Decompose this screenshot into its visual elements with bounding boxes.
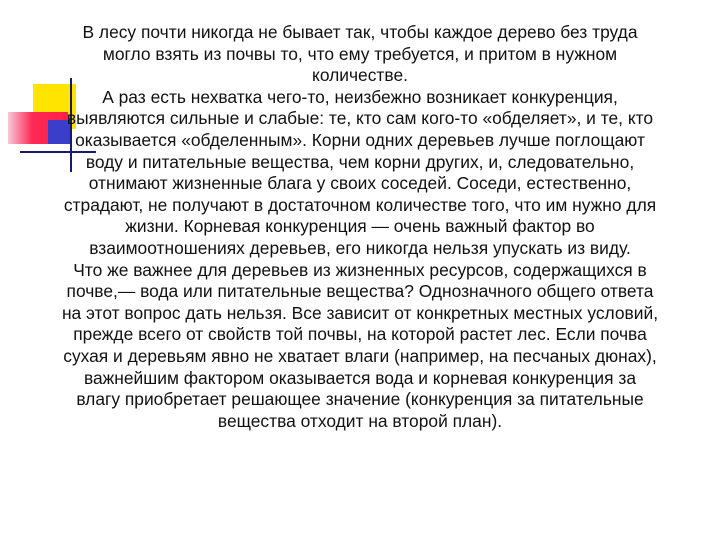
text-line: количестве.: [312, 65, 408, 86]
text-line: Что же важнее для деревьев из жизненных ресурсов, содержащихся в: [73, 259, 647, 280]
body-text: [28, 22, 692, 432]
text-line: вещества отходит на второй план).: [217, 410, 503, 431]
text-line: В лесу почти никогда не бывает так, чтобы каждое дерево без труда: [82, 22, 638, 42]
text-line: отнимают жизненные блага у своих соседей. Соседи, естественно,: [88, 173, 632, 194]
text-line: почве,— вода или питательные вещества? Однозначного общего ответа: [66, 281, 654, 302]
text-line: важнейшим фактором оказывается вода и корневая конкуренция за: [83, 367, 637, 388]
text-line: А раз есть нехватка чего-то, неизбежно возникает конкуренция,: [102, 86, 618, 107]
text-line: жизни. Корневая конкуренция — очень важный фактор во: [125, 216, 595, 237]
text-line: оказывается «обделенным». Корни одних деревьев лучше поглощают: [75, 129, 645, 150]
text-line: страдают, не получают в достаточном количестве того, что им нужно для: [63, 194, 657, 215]
text-line: на этот вопрос дать нельзя. Все зависит от конкретных местных условий,: [61, 302, 659, 323]
text-line: влагу приобретает решающее значение (конкуренция за питательные: [76, 389, 644, 410]
text-line: прежде всего от свойств той почвы, на которой растет лес. Если почва: [73, 324, 647, 345]
text-line: могло взять из почвы то, что ему требуется, и притом в нужном: [102, 43, 618, 64]
text-line: взаимоотношениях деревьев, его никогда нельзя упускать из виду.: [89, 237, 631, 258]
text-line: воду и питательные вещества, чем корни других, и, следовательно,: [85, 151, 635, 172]
text-line: сухая и деревьям явно не хватает влаги (например, на песчаных дюнах),: [63, 345, 657, 366]
text-line: выявляются сильные и слабые: те, кто сам кого-то «обделяет», и те, кто: [66, 108, 654, 129]
